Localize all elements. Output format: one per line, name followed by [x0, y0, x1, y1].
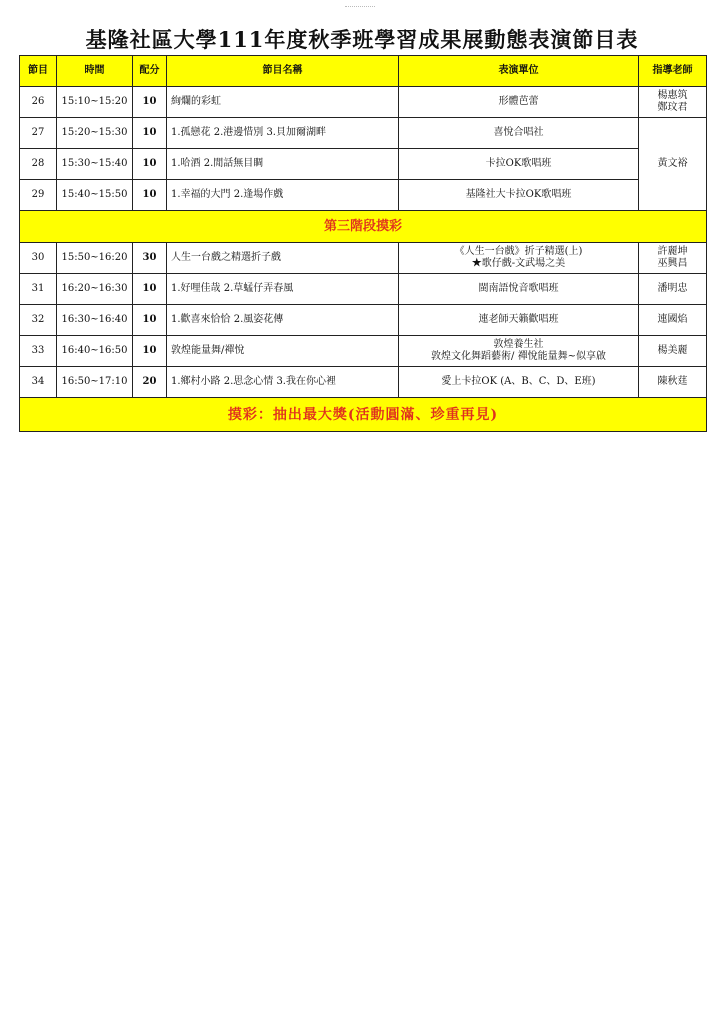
table-row — [20, 180, 707, 211]
row-minutes: 10 — [133, 305, 167, 336]
row-minutes: 10 — [133, 149, 167, 180]
teacher-line: 楊惠筑 — [657, 90, 688, 101]
row-time: 16:40~16:50 — [57, 336, 133, 367]
row-unit — [399, 87, 639, 118]
row-time: 16:20~16:30 — [57, 274, 133, 305]
row-minutes: 10 — [133, 180, 167, 211]
header-teacher: 指導老師 — [639, 56, 707, 87]
row-program: 敦煌能量舞/禪悅 — [167, 336, 399, 367]
stage-banner-row — [20, 211, 707, 243]
teacher-line: 許麗坤 — [657, 246, 688, 257]
row-teacher — [639, 87, 707, 118]
row-time: 15:20~15:30 — [57, 118, 133, 149]
row-unit — [399, 336, 639, 367]
row-unit — [399, 149, 639, 180]
table-row — [20, 336, 707, 367]
row-teacher-shared: 黃文裕 — [639, 118, 707, 211]
row-time: 15:50~16:20 — [57, 243, 133, 274]
row-program: 人生一台戲之精選折子戲 — [167, 243, 399, 274]
row-no: 27 — [20, 118, 57, 149]
row-unit — [399, 305, 639, 336]
teacher-line: 鄭玟君 — [657, 102, 688, 113]
header-time: 時間 — [57, 56, 133, 87]
header-program: 節目名稱 — [167, 56, 399, 87]
row-minutes: 10 — [133, 87, 167, 118]
table-row — [20, 243, 707, 274]
row-time: 15:30~15:40 — [57, 149, 133, 180]
row-no: 31 — [20, 274, 57, 305]
unit-line: 愛上卡拉OK (A、B、C、D、E班) — [441, 376, 596, 387]
table-row — [20, 149, 707, 180]
teacher-line: 潘明忠 — [657, 283, 688, 294]
row-no: 28 — [20, 149, 57, 180]
program-schedule-table — [19, 55, 707, 432]
row-no: 29 — [20, 180, 57, 211]
header-unit: 表演單位 — [399, 56, 639, 87]
row-minutes: 10 — [133, 336, 167, 367]
row-unit — [399, 367, 639, 398]
row-program: 1.歡喜來恰恰 2.風姿花傳 — [167, 305, 399, 336]
row-program: 1.鄉村小路 2.思念心情 3.我在你心裡 — [167, 367, 399, 398]
unit-line: 《人生一台戲》折子精選(上) — [454, 246, 583, 257]
teacher-line: 楊美麗 — [657, 345, 688, 356]
row-time: 16:30~16:40 — [57, 305, 133, 336]
row-time: 15:10~15:20 — [57, 87, 133, 118]
unit-line: 基隆社大卡拉OK歌唱班 — [465, 189, 572, 200]
row-unit — [399, 274, 639, 305]
row-program: 1.好哩佳哉 2.草蜢仔弄春風 — [167, 274, 399, 305]
table-header-row — [20, 56, 707, 87]
row-no: 34 — [20, 367, 57, 398]
row-no: 32 — [20, 305, 57, 336]
unit-line: 敦煌養生社 — [493, 339, 544, 350]
table-row — [20, 305, 707, 336]
row-unit — [399, 180, 639, 211]
row-unit — [399, 243, 639, 274]
row-minutes: 30 — [133, 243, 167, 274]
table-row — [20, 367, 707, 398]
row-teacher — [639, 367, 707, 398]
table-row — [20, 274, 707, 305]
finale-label: 摸彩：抽出最大獎(活動圓滿、珍重再見) — [20, 398, 707, 432]
teacher-line: 巫興昌 — [657, 258, 688, 269]
row-minutes: 20 — [133, 367, 167, 398]
unit-line: 連老師天籟歡唱班 — [478, 314, 559, 325]
row-teacher — [639, 274, 707, 305]
row-program: 1.幸福的大門 2.逢場作戲 — [167, 180, 399, 211]
teacher-line: 陳秋莛 — [657, 376, 688, 387]
stage3-label: 第三階段摸彩 — [20, 211, 707, 243]
header-no: 節目 — [20, 56, 57, 87]
row-no: 26 — [20, 87, 57, 118]
unit-line: 形體芭蕾 — [498, 96, 539, 107]
header-minutes: 配分 — [133, 56, 167, 87]
row-time: 15:40~15:50 — [57, 180, 133, 211]
row-program: 絢爛的彩虹 — [167, 87, 399, 118]
unit-line: 喜悅合唱社 — [493, 127, 544, 138]
scan-mark — [345, 6, 375, 7]
unit-line: 閩南語悅音歌唱班 — [478, 283, 559, 294]
table-row — [20, 118, 707, 149]
row-time: 16:50~17:10 — [57, 367, 133, 398]
row-minutes: 10 — [133, 274, 167, 305]
row-no: 33 — [20, 336, 57, 367]
row-no: 30 — [20, 243, 57, 274]
row-program: 1.孤戀花 2.港邊惜別 3.貝加爾湖畔 — [167, 118, 399, 149]
table-row — [20, 87, 707, 118]
row-program: 1.哈酒 2.閒話無目睭 — [167, 149, 399, 180]
finale-banner-row — [20, 398, 707, 432]
row-unit — [399, 118, 639, 149]
row-teacher — [639, 305, 707, 336]
row-teacher — [639, 243, 707, 274]
page-title: 基隆社區大學111年度秋季班學習成果展動態表演節目表 — [85, 27, 639, 52]
unit-line: 敦煌文化舞蹈藝術/ 禪悅能量舞~似享啟 — [431, 351, 606, 362]
row-minutes: 10 — [133, 118, 167, 149]
unit-line: ★歌仔戲-文武場之美 — [471, 258, 566, 269]
row-teacher — [639, 336, 707, 367]
unit-line: 卡拉OK歌唱班 — [485, 158, 552, 169]
teacher-line: 連國焰 — [657, 314, 688, 325]
